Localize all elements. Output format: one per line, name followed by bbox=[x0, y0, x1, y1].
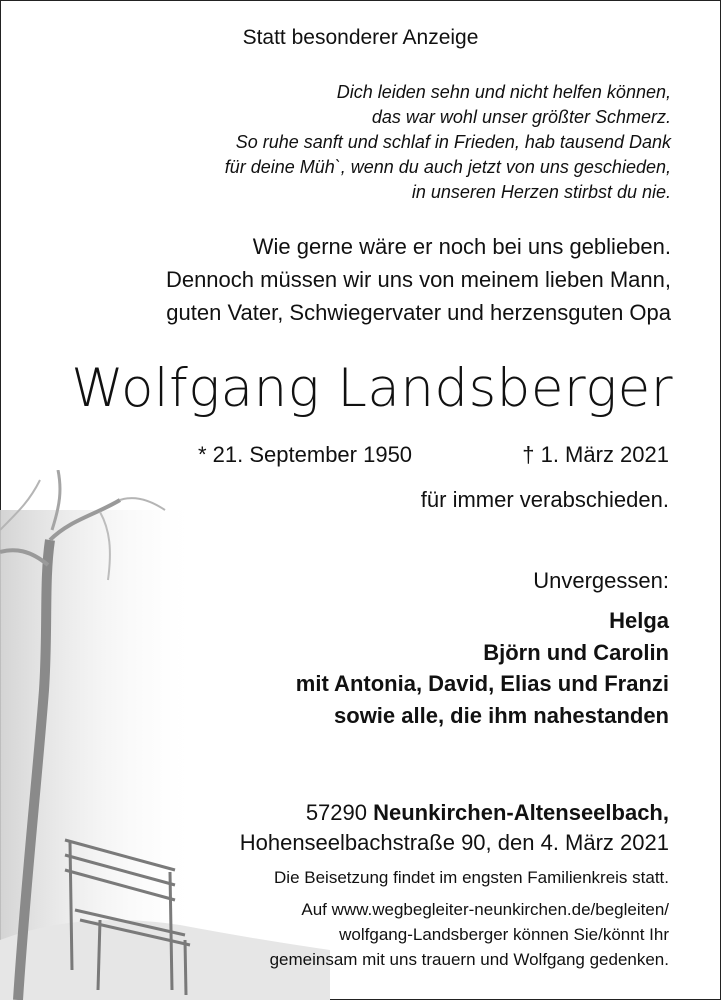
poem-line: das war wohl unser größter Schmerz. bbox=[371, 107, 671, 127]
web-note bbox=[270, 897, 669, 972]
poem bbox=[225, 80, 671, 205]
unvergessen-label: Unvergessen: bbox=[533, 568, 669, 593]
survivor-entry: sowie alle, die ihm nahestanden bbox=[334, 702, 669, 728]
survivor-entry: Björn und Carolin bbox=[483, 639, 669, 665]
poem-line: So ruhe sanft und schlaf in Frieden, hab tausend Dank bbox=[235, 132, 671, 152]
funeral-note: Die Beisetzung findet im engsten Familienkreis statt. bbox=[274, 868, 669, 887]
address-city: Neunkirchen-Altenseelbach, bbox=[373, 800, 669, 825]
intro-text bbox=[166, 230, 671, 329]
farewell-text: für immer verabschieden. bbox=[420, 487, 669, 512]
address-line-2: Hohenseelbachstraße 90, den 4. März 2021 bbox=[239, 830, 669, 855]
announcement-header: Statt besonderer Anzeige bbox=[242, 26, 479, 49]
web-note-line: Auf www.wegbegleiter-neunkirchen.de/begleiten/ bbox=[301, 900, 669, 919]
birth-date: * 21. September 1950 bbox=[198, 442, 413, 467]
survivor-entry: mit Antonia, David, Elias und Franzi bbox=[295, 671, 669, 696]
poem-line: für deine Müh`, wenn du auch jetzt von uns geschieden, bbox=[224, 157, 671, 177]
intro-line: Dennoch müssen wir uns von meinem lieben Mann, bbox=[165, 267, 671, 292]
address-zip: 57290 bbox=[305, 800, 367, 825]
intro-line: guten Vater, Schwiegervater und herzensguten Opa bbox=[166, 300, 671, 325]
intro-line: Wie gerne wäre er noch bei uns geblieben. bbox=[252, 234, 671, 259]
survivors-list bbox=[296, 605, 669, 731]
death-date: † 1. März 2021 bbox=[522, 442, 669, 467]
survivor-entry: Helga bbox=[609, 608, 669, 633]
poem-line: Dich leiden sehn und nicht helfen können, bbox=[336, 82, 671, 102]
deceased-name: Wolfgang Landsberger bbox=[71, 358, 673, 419]
poem-line: in unseren Herzen stirbst du nie. bbox=[411, 182, 671, 202]
web-note-line: gemeinsam mit uns trauern und Wolfgang gedenken. bbox=[269, 950, 669, 969]
web-note-line: wolfgang-Landsberger können Sie/könnt Ihr bbox=[339, 925, 669, 944]
address-line-1 bbox=[306, 800, 669, 826]
